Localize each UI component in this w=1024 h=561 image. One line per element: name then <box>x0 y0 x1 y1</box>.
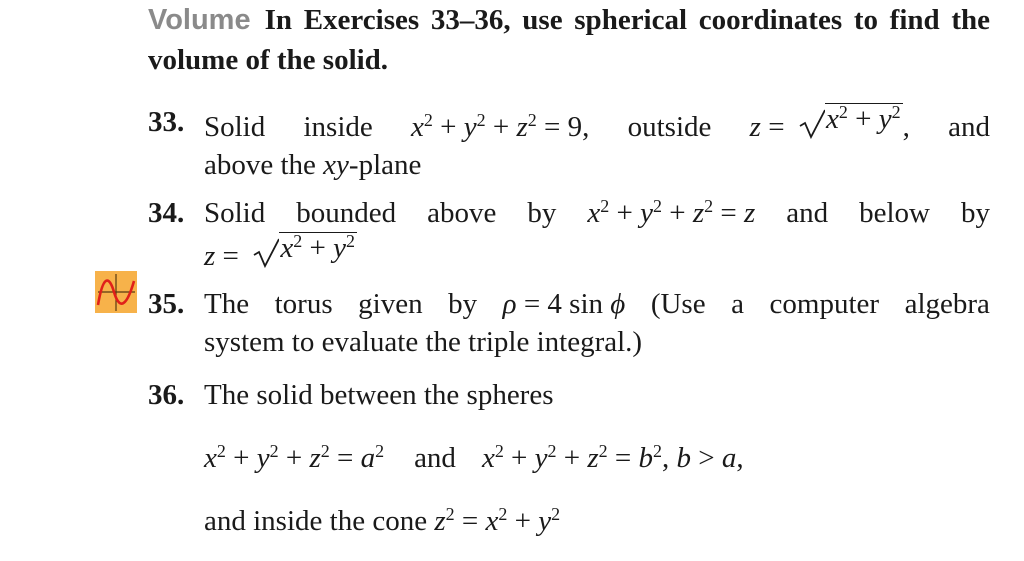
exercise-number: 35. <box>148 288 185 320</box>
exercise-36-line-1: The solid between the spheres <box>204 379 554 411</box>
exercise-34 <box>148 194 990 275</box>
equation-cone: $z^2 = x^2 + y^2$ <box>434 504 561 537</box>
radical-sign-icon <box>799 109 825 139</box>
radical-sign-icon <box>253 238 279 268</box>
exercise-33 <box>148 103 990 184</box>
exercise-35 <box>148 285 990 361</box>
equation-sphere: $x^2 + y^2 + z^2 = z$ <box>587 196 756 229</box>
exercise-number: 36. <box>148 379 185 411</box>
exercise-33-line-2: above the xy-plane <box>204 148 422 181</box>
equation-cone: z = $x^2 + y^2$ <box>204 231 355 272</box>
equation-cone: z = $x^2 + y^2$ , <box>749 102 910 143</box>
section-label: Volume <box>148 4 251 36</box>
equation-sphere-a: $x^2 + y^2 + z^2 = a^2$ <box>204 441 385 474</box>
exercise-36 <box>148 376 990 414</box>
section-heading <box>148 0 990 80</box>
exercise-34-line-1: Solid bounded above by $x^2 + y^2 + z^2 = z$ and below by <box>204 194 990 232</box>
equation-torus: ρ = 4 sin ϕ <box>502 288 626 320</box>
equation-sphere-b: $x^2 + y^2 + z^2 = b^2$, b > a, <box>481 441 744 474</box>
graphing-technology-icon <box>95 271 137 313</box>
exercise-36-line-3: and inside the cone $z^2 = x^2 + y^2$ <box>204 504 561 537</box>
exercise-33-line-1: Solid inside $x^2 + y^2 + z^2 = 9$, outside z = $x^2 + y^2$ , and <box>204 103 990 146</box>
equation-sphere: $x^2 + y^2 + z^2 = 9$, <box>411 110 590 143</box>
exercise-36-equations: $x^2 + y^2 + z^2 = a^2$ and $x^2 + y^2 + z^2 = b^2$, b > a, <box>204 441 744 474</box>
exercise-number: 33. <box>148 106 185 138</box>
exercise-35-line-1: The torus given by ρ = 4 sin ϕ (Use a computer algebra <box>204 285 990 323</box>
exercise-35-line-2: system to evaluate the triple integral.) <box>204 326 643 358</box>
exercise-number: 34. <box>148 197 185 229</box>
section-instructions: In Exercises 33–36, use spherical coordinates to find the volume of the solid. <box>148 4 990 76</box>
